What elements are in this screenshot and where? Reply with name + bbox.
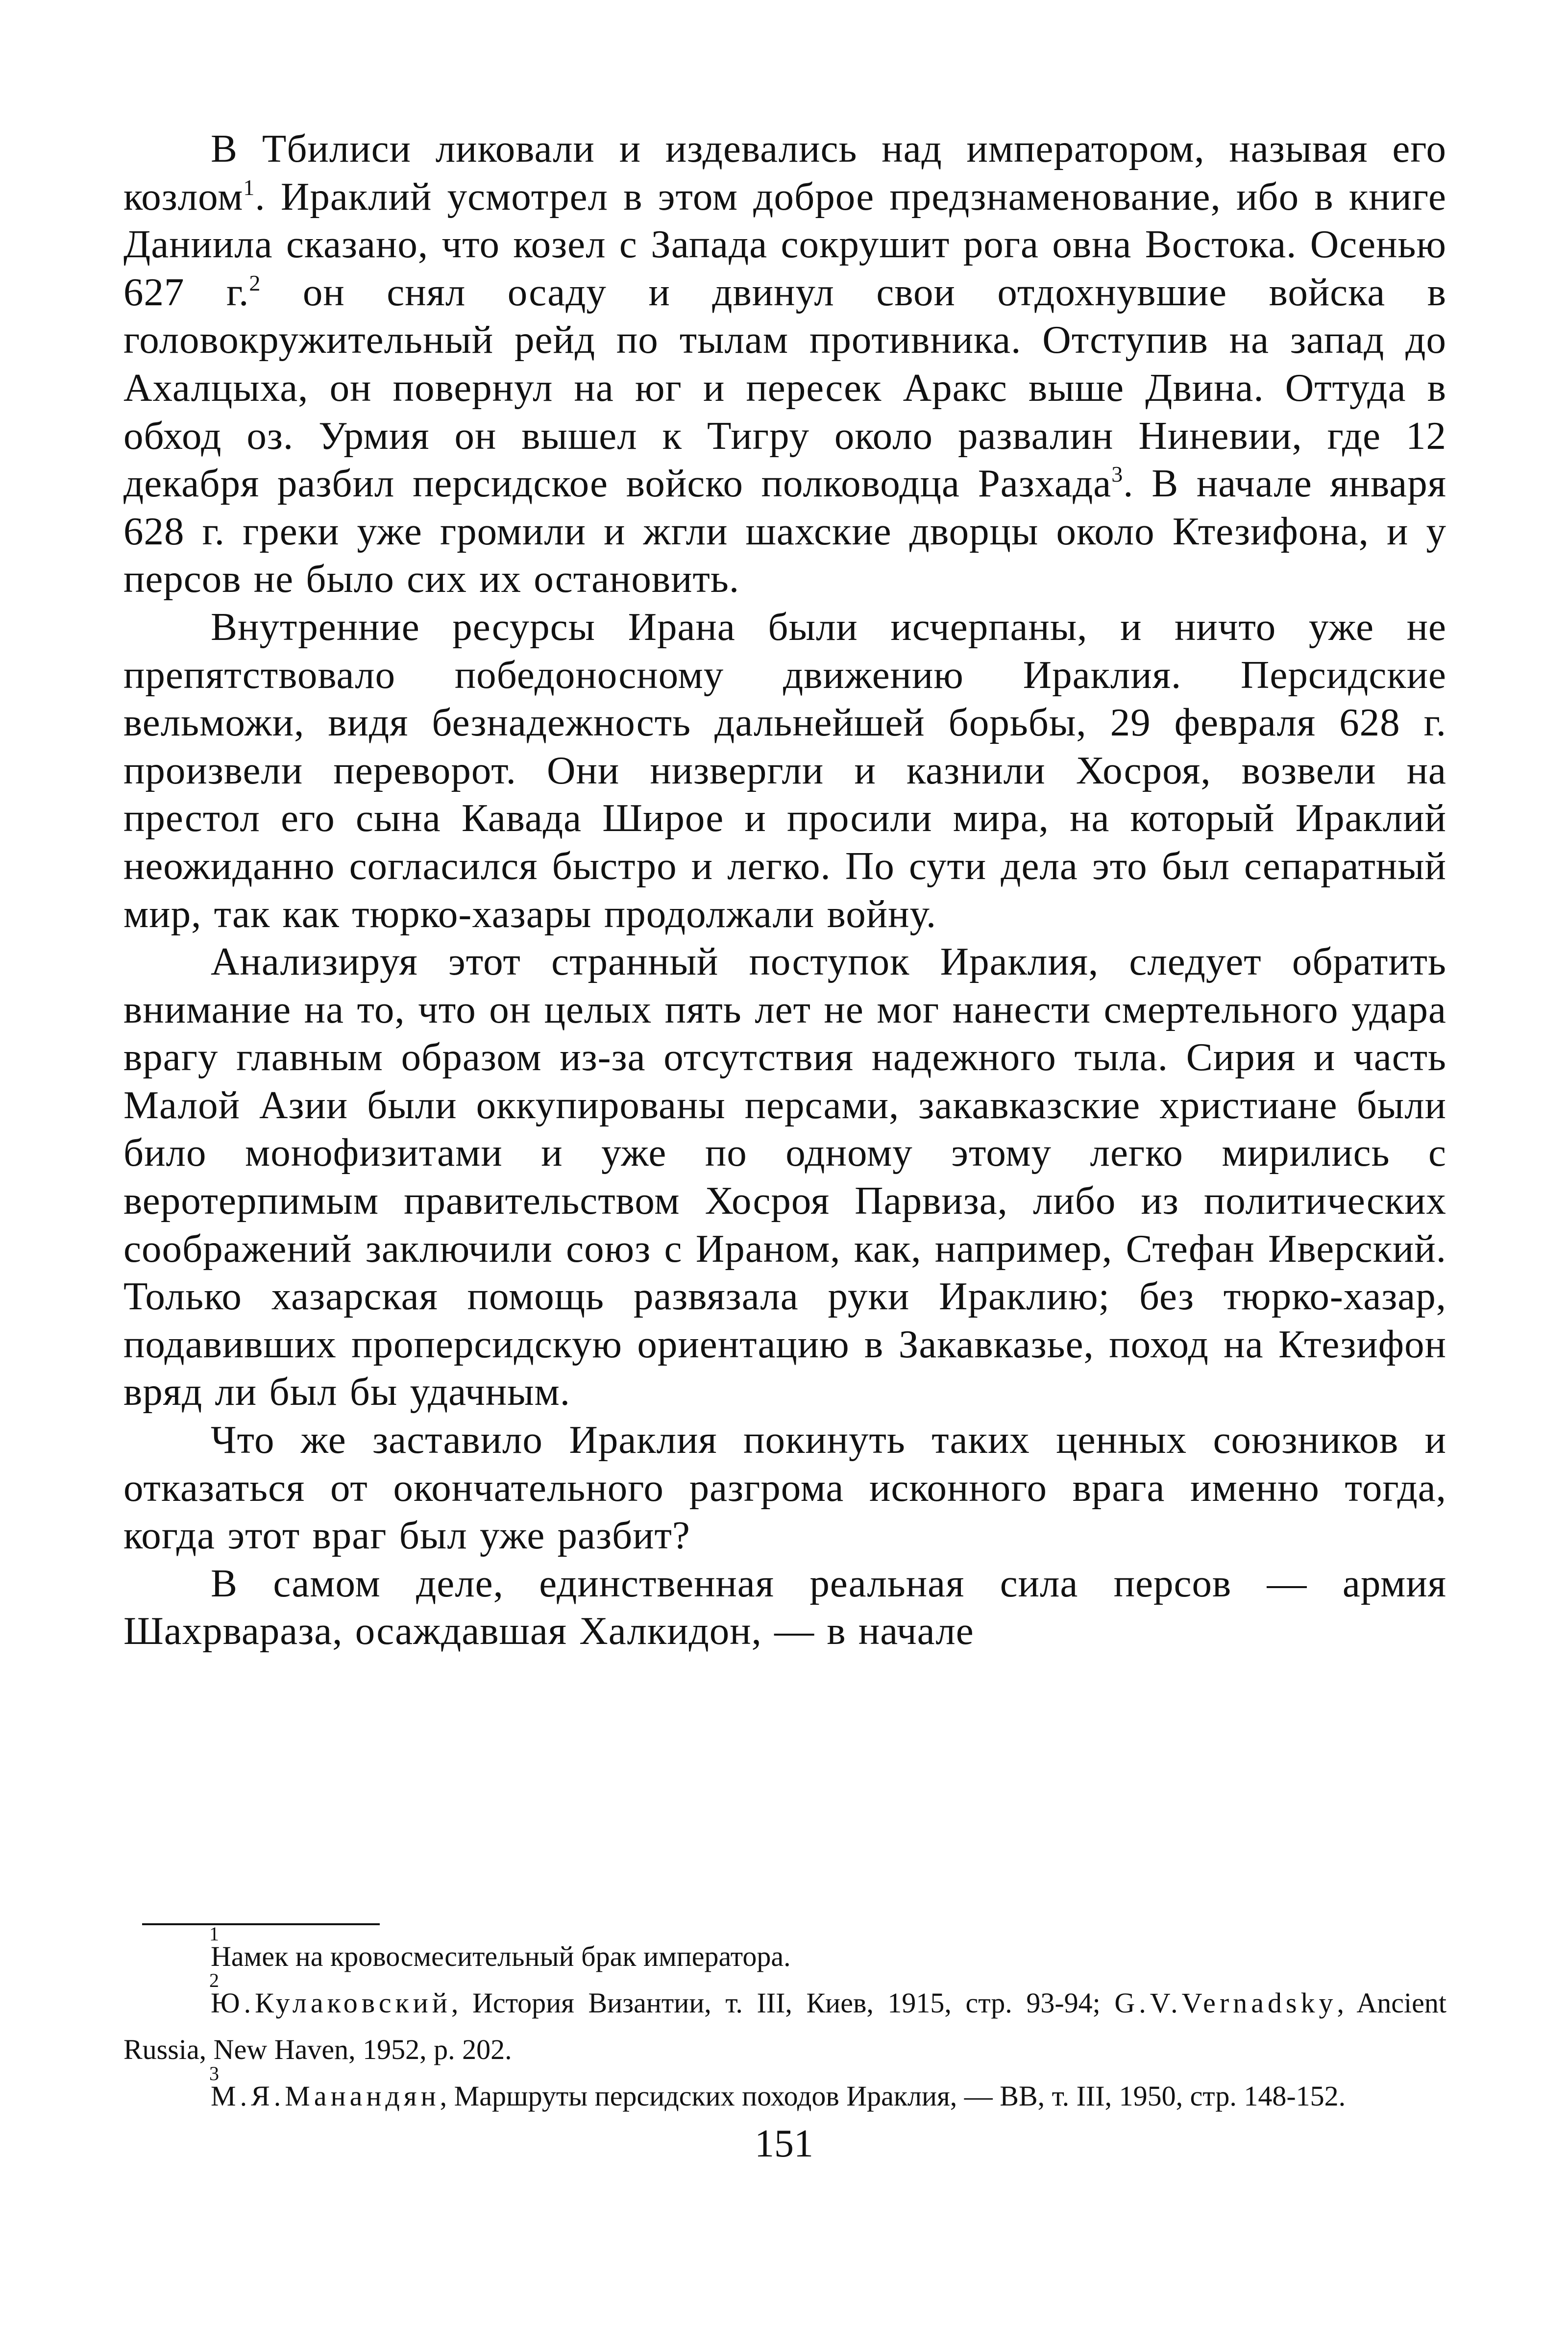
footnote-3 bbox=[123, 2062, 1446, 2119]
footnote-2-author-2: G.V.Vernadsky bbox=[1114, 1987, 1337, 2019]
footnote-2-mark: 2 bbox=[209, 1969, 219, 1991]
paragraph-4: Что же заставило Ираклия покинуть таких ценных союзников и отказаться от окончательного разгрома исконного врага именно тогда, когда этот враг был уже разбит? bbox=[123, 1418, 1446, 1558]
footnote-ref-3[interactable]: 3 bbox=[1111, 462, 1124, 487]
paragraph-1-part-a: В Тбилиси ликовали и издевались над императором, называя его козлом bbox=[123, 126, 1446, 219]
paragraph-1-part-d: . В начале января 628 г. греки уже громили и жгли шахские дворцы около Ктезифона, и у персов не было сих их остановить. bbox=[123, 461, 1446, 601]
paragraph-5: В самом деле, единственная реальная сила персов — армия Шахрвараза, осаждавшая Халкидон, — в начале bbox=[123, 1561, 1446, 1653]
footnote-1 bbox=[123, 1923, 1446, 1980]
footnotes bbox=[123, 1923, 1446, 2119]
page-number: 151 bbox=[755, 2122, 813, 2165]
paragraph-3: Анализируя этот странный поступок Ираклия, следует обратить внимание на то, что он целых пять лет не мог нанести смертельного удара врагу главным образом из-за отсутствия надежного тыла. Сирия и часть Малой Азии были оккупированы персами, закавказские христиане были било монофизитами и уже по одному этому легко мирились с веротерпимым правительством Хосроя Парвиза, либо из политических соображений заключили союз с Ираном, как, например, Стефан Иверский. Только хазарская помощь развязала руки Ираклию; без тюрко-хазар, подавивших проперсидскую ориентацию в Закавказье, поход на Ктезифон вряд ли был бы удачным. bbox=[123, 939, 1446, 1414]
footnote-1-text: Намек на кровосмесительный брак императора. bbox=[211, 1940, 791, 1972]
footnote-2-author: Ю.Кулаковский bbox=[211, 1987, 451, 2019]
footnote-separator bbox=[142, 1923, 380, 1925]
paragraph-2: Внутренние ресурсы Ирана были исчерпаны, и ничто уже не препятствовало победоносному движению Ираклия. Персидские вельможи, видя безнадежность дальнейшей борьбы, 29 февраля 628 г. произвели переворот. Они низвергли и казнили Хосроя, возвели на престол его сына Кавада Широе и просили мира, на который Ираклий неожиданно согласился быстро и легко. По сути дела это был сепаратный мир, так как тюрко-хазары продолжали войну. bbox=[123, 604, 1446, 936]
footnote-2-text-2: , Ancient Russia, New Haven, 1952, p. 202. bbox=[123, 1987, 1446, 2065]
footnote-2 bbox=[123, 1969, 1446, 2073]
paragraph-1 bbox=[123, 125, 1446, 603]
footnote-3-author: М.Я.Манандян bbox=[211, 2080, 440, 2112]
main-text bbox=[123, 125, 1446, 1655]
footnote-ref-2[interactable]: 2 bbox=[249, 270, 261, 295]
footnote-3-text: , Маршруты персидских походов Ираклия, — ВВ, т. III, 1950, стр. 148-152. bbox=[440, 2080, 1346, 2112]
footnote-2-text: , История Византии, т. III, Киев, 1915, стр. 93-94; bbox=[451, 1987, 1115, 2019]
footnote-3-mark: 3 bbox=[209, 2062, 219, 2084]
paragraph-1-part-b: . Ираклий усмотрел в этом доброе предзнаменование, ибо в книге Даниила сказано, что козел с Запада сокрушит рога овна Востока. Осенью 627 г. bbox=[123, 174, 1446, 314]
footnote-ref-1[interactable]: 1 bbox=[243, 174, 255, 200]
paragraph-1-part-c: он снял осаду и двинул свои отдохнувшие войска в головокружительный рейд по тылам противника. Отступив на запад до Ахалцыха, он повернул на юг и пересек Аракс выше Двина. Оттуда в обход оз. Урмия он вышел к Тигру около развалин Ниневии, где 12 декабря разбил персидское войско полководца Разхада bbox=[123, 270, 1446, 506]
footnote-1-mark: 1 bbox=[209, 1923, 219, 1945]
